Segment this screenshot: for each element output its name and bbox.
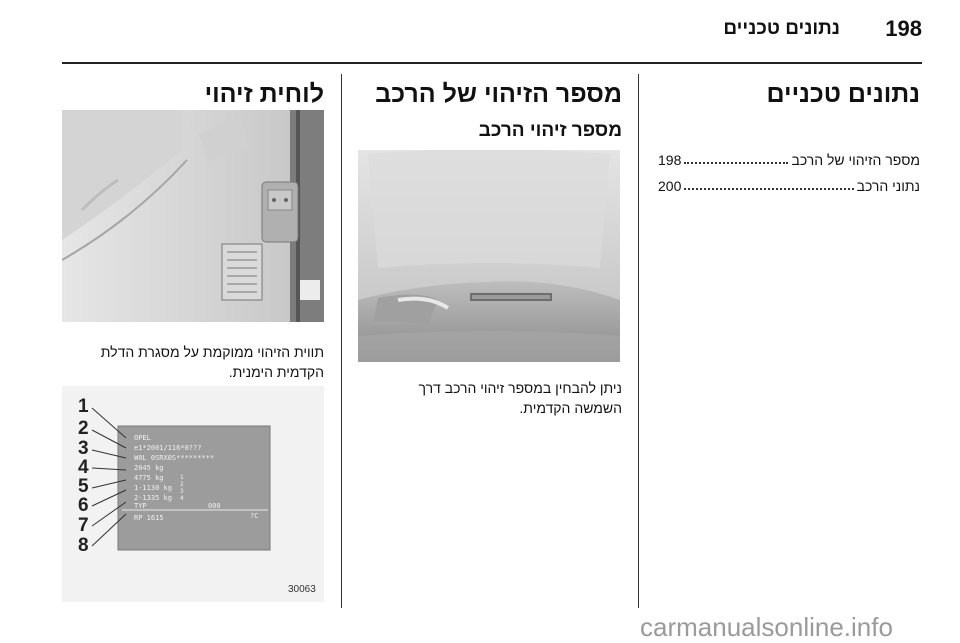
plate-line: 1-1130 kg (134, 484, 172, 492)
caption-vin (352, 378, 622, 418)
caption-id-plate (54, 342, 324, 382)
section-title-id-plate: לוחית זיהוי (204, 80, 324, 108)
plate-text (134, 433, 264, 503)
windshield-vin-photo (358, 150, 620, 362)
callout-number: 2 (78, 418, 89, 439)
callout-number: 6 (78, 495, 89, 516)
callout-number: 8 (78, 535, 89, 556)
toc-page: 198 (658, 152, 682, 168)
watermark: carmanualsonline.info (640, 612, 893, 642)
header-title: נתונים טכניים (723, 18, 840, 39)
toc-page: 200 (658, 178, 682, 194)
callout-number: 7 (78, 515, 89, 536)
subtitle-vin: מספר זיהוי הרכב (478, 120, 622, 141)
plate-far-right: ?C (250, 512, 259, 520)
plate-side-mark: 4 (180, 495, 184, 502)
toc-leader (684, 188, 853, 190)
toc-label: נתוני הרכב (856, 178, 920, 194)
plate-side-mark: 1 (180, 474, 184, 481)
column-divider-right (638, 74, 639, 608)
plate-line: OPEL (134, 434, 151, 442)
section-title-technical-data: נתונים טכניים (766, 80, 920, 108)
header-rule (62, 62, 922, 64)
caption-id-plate-line2: הקדמית הימנית. (228, 364, 324, 380)
toc-label: מספר הזיהוי של הרכב (791, 152, 920, 168)
plate-side-marks (180, 474, 184, 502)
page-number: 198 (885, 16, 922, 41)
toc-row-vehicle-data[interactable] (658, 174, 920, 194)
callout-number: 4 (78, 457, 89, 478)
callout-number: 5 (78, 476, 89, 497)
plate-line: e1*2001/116*0??? (134, 444, 202, 452)
plate-side-mark: 3 (180, 488, 184, 495)
plate-bottom-value: 000 (208, 502, 221, 510)
plate-side-mark: 2 (180, 481, 184, 488)
plate-line: 4775 kg (134, 474, 164, 482)
plate-code: RP 1615 (134, 514, 164, 522)
plate-line: 2-1335 kg (134, 494, 172, 502)
toc-row-vin[interactable] (658, 148, 920, 168)
caption-vin-line1: ניתן להבחין במספר זיהוי הרכב דרך (418, 380, 622, 396)
caption-id-plate-line1: תווית הזיהוי ממוקמת על מסגרת הדלת (100, 344, 324, 360)
caption-vin-line2: השמשה הקדמית. (519, 400, 622, 416)
plate-line: W0L 0SRX0S********* (134, 454, 215, 462)
plate-type: TYP (134, 502, 147, 510)
column-divider-left (341, 74, 342, 608)
figure-number: 30063 (288, 584, 316, 595)
toc-leader (684, 162, 788, 164)
callout-number: 1 (78, 396, 89, 417)
plate-line: 2045 kg (134, 464, 164, 472)
id-plate-diagram (62, 386, 324, 602)
door-frame-plate-photo (62, 110, 324, 322)
callout-number: 3 (78, 438, 89, 459)
section-title-vin: מספר הזיהוי של הרכב (375, 80, 622, 108)
